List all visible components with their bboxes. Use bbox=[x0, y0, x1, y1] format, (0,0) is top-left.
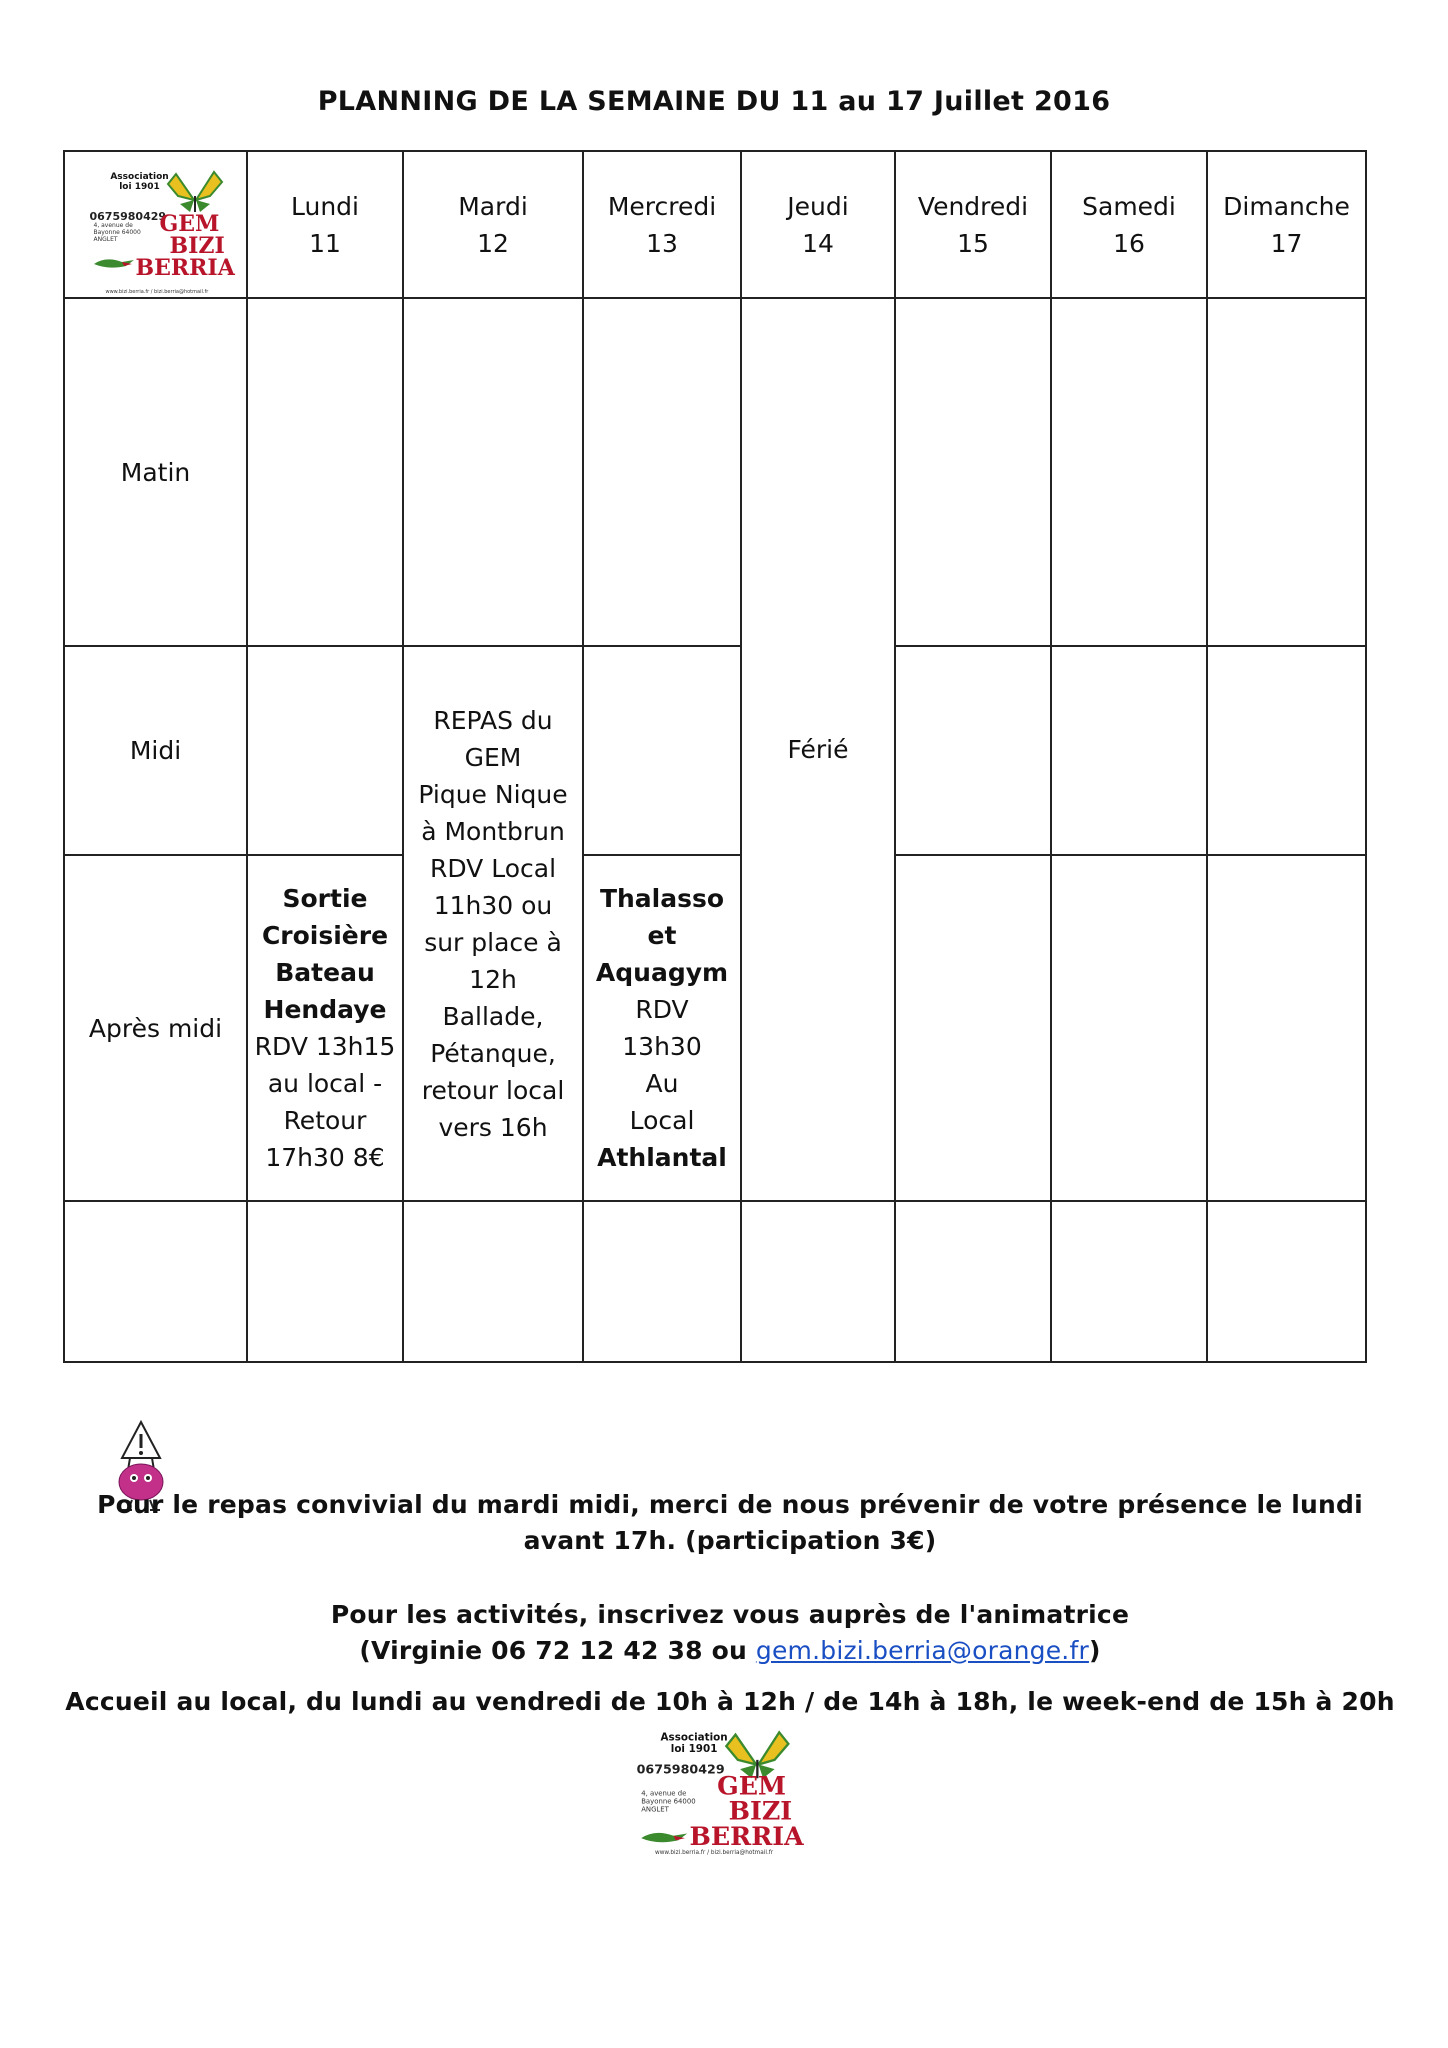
cell-mercredi-midi bbox=[583, 646, 741, 855]
cell-mardi-repas bbox=[403, 646, 583, 1201]
cell-empty bbox=[64, 1201, 247, 1362]
weekly-planning-table bbox=[63, 150, 1367, 1363]
row-matin bbox=[64, 298, 1366, 646]
logo-bizi: BIZI bbox=[169, 232, 225, 259]
day-number: 12 bbox=[477, 228, 509, 258]
day-name: Samedi bbox=[1082, 191, 1176, 221]
day-header-dimanche bbox=[1207, 151, 1366, 298]
day-number: 14 bbox=[802, 228, 834, 258]
day-name: Vendredi bbox=[917, 191, 1029, 221]
day-number: 15 bbox=[957, 228, 989, 258]
cell-empty bbox=[741, 1201, 895, 1362]
activity-line: retour local bbox=[421, 1075, 565, 1105]
day-header-samedi bbox=[1051, 151, 1207, 298]
day-name: Mercredi bbox=[607, 191, 717, 221]
day-header-jeudi bbox=[741, 151, 895, 298]
activity-line: RDV bbox=[635, 995, 689, 1024]
day-name: Lundi bbox=[291, 191, 359, 221]
activity-line: Athlantal bbox=[597, 1143, 727, 1172]
activites-note bbox=[60, 1597, 1400, 1669]
cell-samedi-matin bbox=[1051, 298, 1207, 646]
day-header-lundi bbox=[247, 151, 403, 298]
bird-icon bbox=[92, 256, 136, 270]
email-link[interactable]: gem.bizi.berria@orange.fr bbox=[755, 1636, 1089, 1665]
day-name: Jeudi bbox=[787, 191, 849, 221]
activity-line: et bbox=[647, 921, 677, 950]
cell-empty bbox=[1207, 1201, 1366, 1362]
activity-line: sur place à bbox=[424, 927, 562, 957]
logo-bizi: BIZI bbox=[728, 1796, 793, 1827]
header-row bbox=[64, 151, 1366, 298]
row-label-midi: Midi bbox=[64, 646, 247, 855]
row-empty bbox=[64, 1201, 1366, 1362]
activity-line: 13h30 bbox=[622, 1032, 702, 1061]
logo-association: Association bbox=[110, 171, 169, 182]
activity-line: Pétanque, bbox=[430, 1038, 556, 1068]
logo-loi: loi 1901 bbox=[119, 181, 160, 192]
accueil-note: Accueil au local, du lundi au vendredi de 10h à 12h / de 14h à 18h, le week-end de 15h à 20h bbox=[65, 1687, 1395, 1716]
cell-lundi-croisiere bbox=[247, 855, 403, 1201]
activity-line: Croisière bbox=[261, 921, 389, 950]
day-number: 11 bbox=[309, 228, 341, 258]
day-number: 13 bbox=[646, 228, 678, 258]
cell-vendredi-midi bbox=[895, 646, 1051, 855]
page-title: PLANNING DE LA SEMAINE DU 11 au 17 Juillet 2016 bbox=[317, 86, 1111, 117]
cell-samedi-apres-midi bbox=[1051, 855, 1207, 1201]
row-midi bbox=[64, 646, 1366, 855]
cell-vendredi-matin bbox=[895, 298, 1051, 646]
cell-empty bbox=[1051, 1201, 1207, 1362]
logo-cell bbox=[64, 151, 247, 298]
activity-line: Aquagym bbox=[595, 958, 729, 987]
activity-line: Sortie bbox=[282, 884, 368, 913]
day-header-vendredi bbox=[895, 151, 1051, 298]
activity-line: Thalasso bbox=[599, 884, 725, 913]
activity-line: REPAS du bbox=[433, 705, 553, 735]
logo-berria: BERRIA bbox=[689, 1822, 804, 1852]
activity-line: Pique Nique bbox=[418, 779, 568, 809]
activity-line: à Montbrun bbox=[421, 816, 565, 846]
cell-mardi-matin bbox=[403, 298, 583, 646]
activity-line: 11h30 ou bbox=[433, 890, 553, 920]
logo-phone: 0675980429 bbox=[89, 209, 167, 223]
footer-logo bbox=[632, 1730, 804, 1857]
logo-address: 4, avenue de Bayonne 64000 ANGLET bbox=[641, 1789, 696, 1814]
activity-line: vers 16h bbox=[438, 1112, 548, 1142]
day-header-mercredi bbox=[583, 151, 741, 298]
activity-line: Local bbox=[629, 1106, 695, 1135]
gem-bizi-berria-logo bbox=[632, 1730, 804, 1857]
activity-line: Au bbox=[645, 1069, 679, 1098]
day-header-mardi bbox=[403, 151, 583, 298]
activites-line: Pour les activités, inscrivez vous auprès de l'animatrice bbox=[330, 1600, 1130, 1629]
cell-empty bbox=[895, 1201, 1051, 1362]
activity-line: 12h bbox=[469, 964, 517, 994]
activity-line: RDV Local bbox=[429, 853, 557, 883]
cell-empty bbox=[247, 1201, 403, 1362]
cell-dimanche-apres-midi bbox=[1207, 855, 1366, 1201]
cell-vendredi-apres-midi bbox=[895, 855, 1051, 1201]
cell-lundi-midi bbox=[247, 646, 403, 855]
cell-jeudi-ferie: Férié bbox=[741, 298, 895, 1201]
activity-line: Bateau bbox=[275, 958, 375, 987]
activity-line: RDV 13h15 bbox=[254, 1032, 396, 1061]
cell-dimanche-matin bbox=[1207, 298, 1366, 646]
row-apres-midi bbox=[64, 855, 1366, 1201]
row-label-apres-midi: Après midi bbox=[64, 855, 247, 1201]
day-name: Dimanche bbox=[1223, 191, 1350, 221]
repas-note-line2: avant 17h. (participation 3€) bbox=[523, 1526, 937, 1555]
activity-line: Hendaye bbox=[263, 995, 387, 1024]
logo-loi: loi 1901 bbox=[670, 1743, 718, 1756]
bird-icon bbox=[639, 1829, 690, 1845]
logo-gem: GEM bbox=[159, 210, 220, 237]
logo-web: www.bizi.berria.fr / bizi.berria@hotmail.fr bbox=[655, 1849, 774, 1857]
logo-association: Association bbox=[660, 1732, 728, 1744]
row-label-matin: Matin bbox=[64, 298, 247, 646]
activity-line: Retour bbox=[283, 1106, 367, 1135]
cell-mercredi-matin bbox=[583, 298, 741, 646]
logo-address: 4, avenue de Bayonne 64000 ANGLET bbox=[93, 221, 141, 243]
day-number: 17 bbox=[1270, 228, 1303, 258]
repas-note-line1: Pour le repas convivial du mardi midi, merci de nous prévenir de votre présence le lundi bbox=[97, 1490, 1363, 1519]
activity-line: GEM bbox=[464, 742, 522, 772]
gem-bizi-berria-logo bbox=[86, 170, 235, 295]
day-number: 16 bbox=[1113, 228, 1145, 258]
activity-line: 17h30 8€ bbox=[265, 1143, 385, 1172]
cell-samedi-midi bbox=[1051, 646, 1207, 855]
activity-line: Ballade, bbox=[442, 1001, 544, 1031]
repas-note bbox=[60, 1487, 1400, 1559]
logo-berria: BERRIA bbox=[135, 254, 235, 281]
contact-suffix: ) bbox=[1088, 1636, 1101, 1665]
cell-mercredi-thalasso bbox=[583, 855, 741, 1201]
cell-lundi-matin bbox=[247, 298, 403, 646]
contact-prefix: (Virginie 06 72 12 42 38 ou bbox=[359, 1636, 756, 1665]
logo-web: www.bizi.berria.fr / bizi.berria@hotmail.fr bbox=[105, 288, 209, 295]
cell-empty bbox=[403, 1201, 583, 1362]
day-name: Mardi bbox=[458, 191, 528, 221]
cell-empty bbox=[583, 1201, 741, 1362]
cell-dimanche-midi bbox=[1207, 646, 1366, 855]
logo-phone: 0675980429 bbox=[636, 1762, 725, 1778]
activity-line: au local - bbox=[267, 1069, 383, 1098]
logo-gem: GEM bbox=[717, 1771, 787, 1802]
